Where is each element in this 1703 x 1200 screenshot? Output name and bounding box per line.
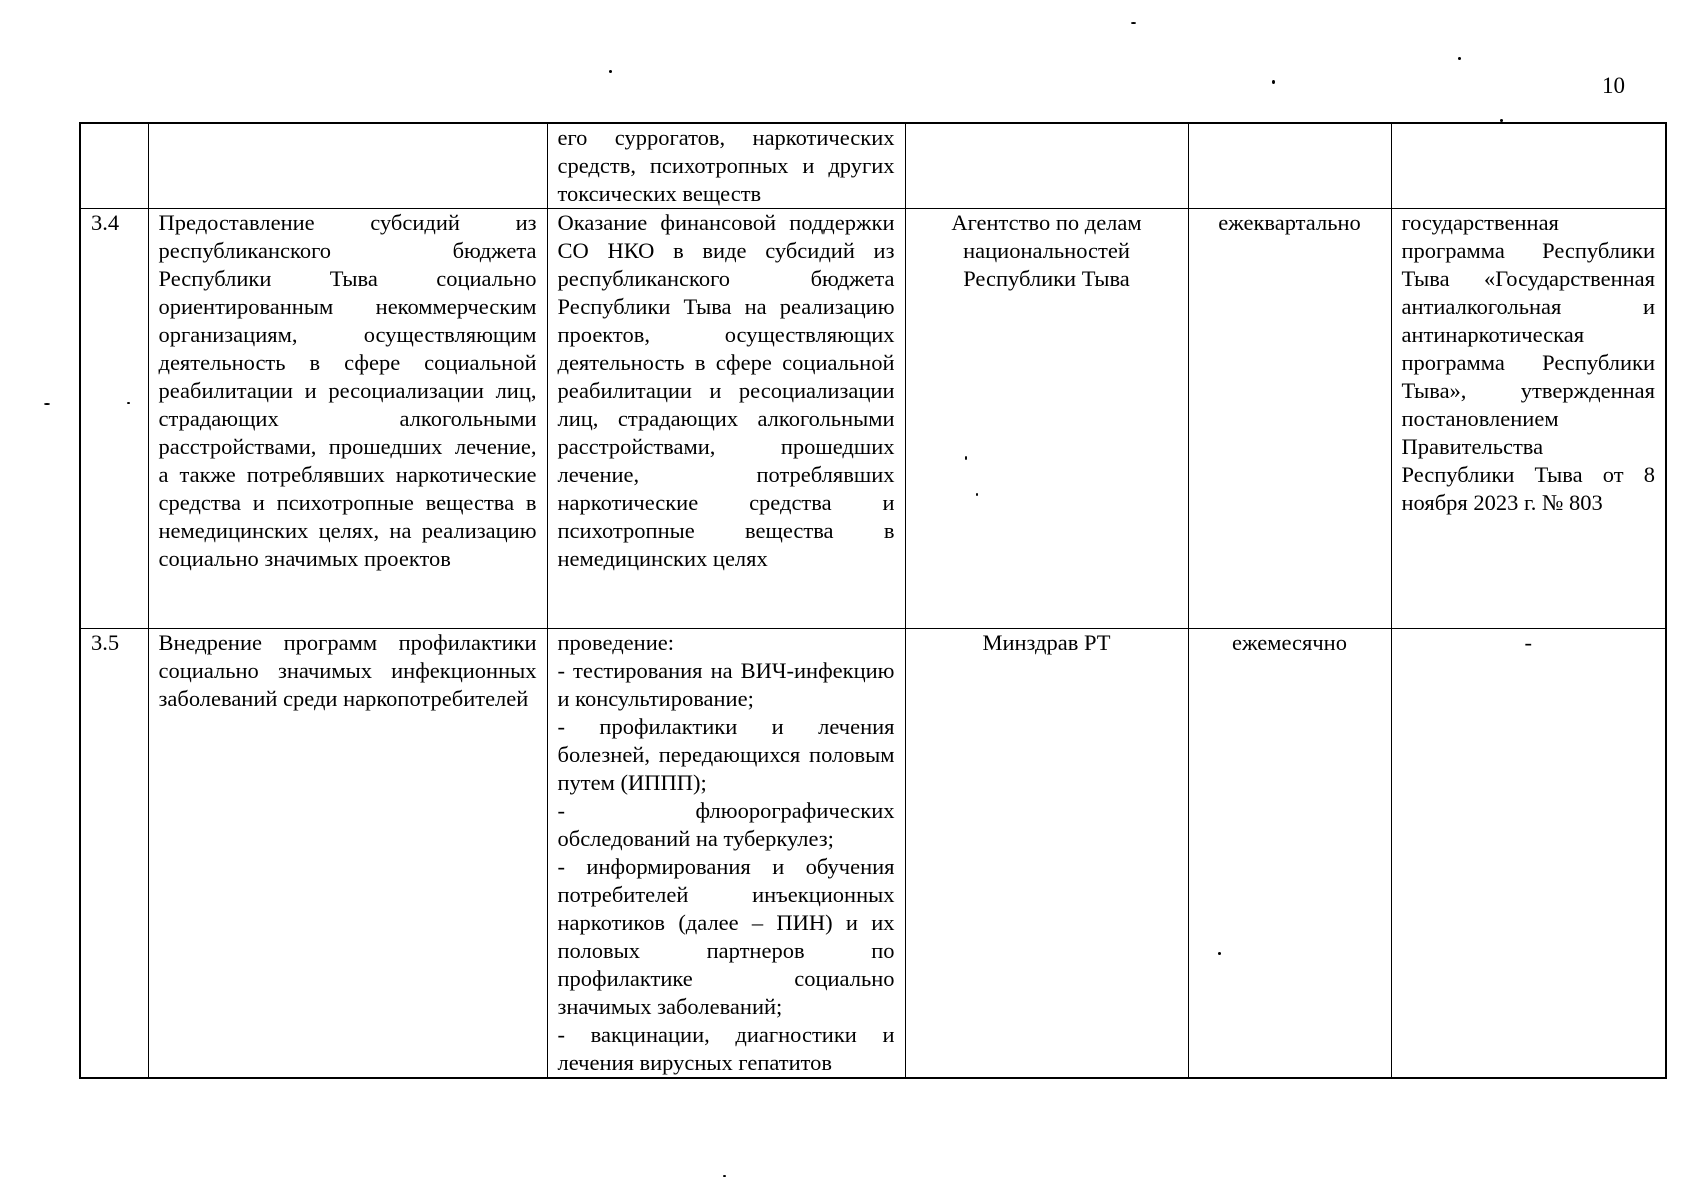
row-number: 3.4 <box>80 209 148 629</box>
source-cell: государственная программа Республики Тыва «Государственная антиалкогольная и антинаркотическая программа Республики Тыва», утвержденная постановлением Правительства Республики Тыва от 8 ноября 2023 г. № 803 <box>1391 209 1666 629</box>
period-cell: ежеквартально <box>1188 209 1391 629</box>
scan-speck <box>44 403 50 405</box>
measure-cell <box>148 123 547 209</box>
content-cell <box>547 629 905 1079</box>
measure-cell: Внедрение программ профилактики социально значимых инфекционных заболеваний среди наркопотребителей <box>148 629 547 1079</box>
content-cell <box>547 209 905 629</box>
content-line: - вакцинации, диагностики и лечения вирусных гепатитов <box>557 1022 895 1075</box>
period-cell <box>1188 123 1391 209</box>
content-line: Оказание финансовой поддержки СО НКО в виде субсидий из республиканского бюджета Республики Тыва на реализацию проектов, осуществляющих деятельность в сфере социальной реабилитации и ресоциализации лиц, страдающих алкогольными расстройствами, прошедших лечение, потреблявших наркотические средства и психотропные вещества в немедицинских целях <box>557 210 895 571</box>
content-cell <box>547 123 905 209</box>
scan-speck <box>1458 57 1461 60</box>
scan-speck <box>723 1175 726 1177</box>
scan-speck <box>609 70 612 73</box>
table-row <box>80 209 1666 629</box>
scan-speck <box>1272 80 1275 84</box>
row-number: 3.5 <box>80 629 148 1079</box>
content-line: его суррогатов, наркотических средств, психотропных и других токсических веществ <box>557 125 895 206</box>
content-line: - тестирования на ВИЧ-инфекцию и консультирование; <box>557 658 895 711</box>
executor-cell <box>905 123 1188 209</box>
content-line: - информирования и обучения потребителей инъекционных наркотиков (далее – ПИН) и их половых партнеров по профилактике социально значимых заболеваний; <box>557 854 895 1019</box>
executor-cell: Минздрав РТ <box>905 629 1188 1079</box>
measure-cell: Предоставление субсидий из республиканского бюджета Республики Тыва социально ориентированным некоммерческим организациям, осуществляющим деятельность в сфере социальной реабилитации и ресоциализации лиц, страдающих алкогольными расстройствами, прошедших лечение, а также потреблявших наркотические средства и психотропные вещества в немедицинских целях, на реализацию социально значимых проектов <box>148 209 547 629</box>
row-number <box>80 123 148 209</box>
table-row <box>80 629 1666 1079</box>
content-line: - профилактики и лечения болезней, передающихся половым путем (ИППП); <box>557 714 895 795</box>
table-row <box>80 123 1666 209</box>
content-line: - флюорографических обследований на туберкулез; <box>557 798 895 851</box>
measures-table <box>79 122 1667 1079</box>
scan-speck <box>1131 22 1136 24</box>
period-cell: ежемесячно <box>1188 629 1391 1079</box>
page-number: 10 <box>1602 73 1625 98</box>
executor-cell: Агентство по делам национальностей Республики Тыва <box>905 209 1188 629</box>
content-line: проведение: <box>557 630 674 655</box>
source-cell: - <box>1391 629 1666 1079</box>
source-cell <box>1391 123 1666 209</box>
